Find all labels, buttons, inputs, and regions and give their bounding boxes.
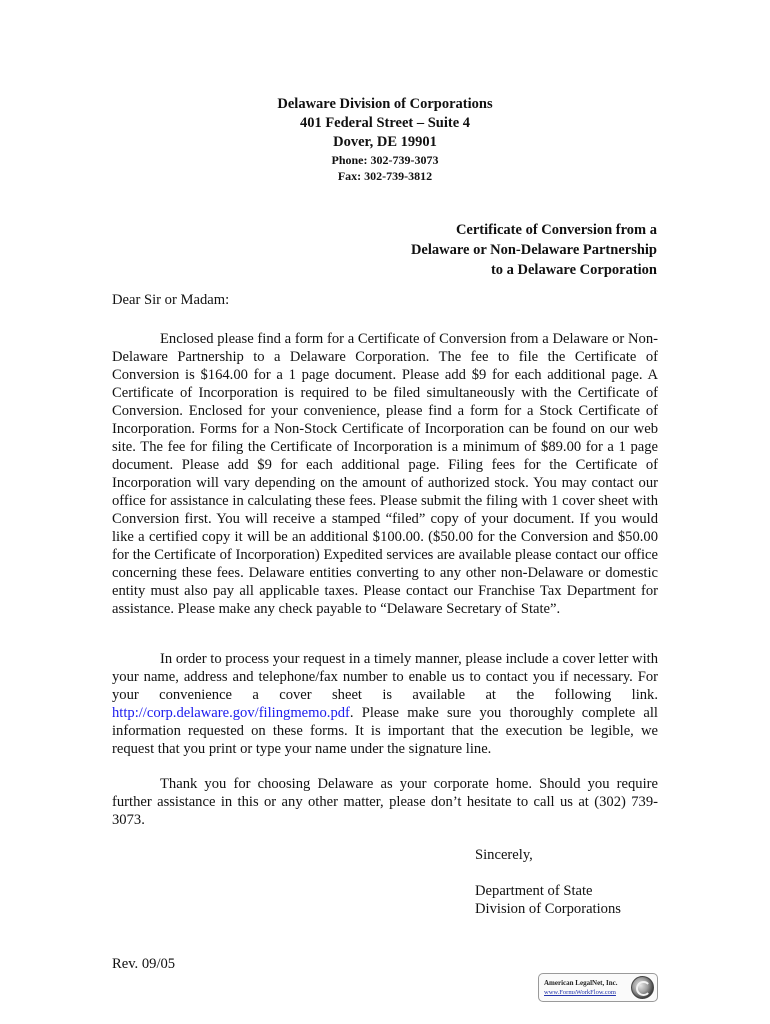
paragraph-fees [112,330,658,618]
document-title [411,220,657,280]
valediction: Sincerely, [475,847,533,863]
letterhead-street: 401 Federal Street – Suite 4 [299,115,471,131]
title-line-1: Certificate of Conversion from a [455,222,657,238]
letterhead-phone: Phone: 302-739-3073 [331,153,439,167]
title-line-2: Delaware or Non-Delaware Partnership [410,242,657,258]
paragraph-instructions-text-2: . Please make sure you thoroughly complete all information requested on these forms. It is important that the execution be legible, we request that you print or type your name under the signature line. [112,705,658,757]
paragraph-fees-text: Enclosed please find a form for a Certificate of Conversion from a Delaware or Non-Delaware Partnership to a Delaware Corporation. The fee to file the Certificate of Conversion is $164.00 for a 1 page document. Please add $9 for each additional page. A Certificate of Incorporation is required to be filed simultaneously with the Certificate of Conversion. Enclosed for your convenience, please find a form for a Stock Certificate of Incorporation. Forms for a Non-Stock Certificate of Incorporation can be found on our web site. The fee for filing the Certificate of Incorporation is a minimum of $89.00 for a 1 page document. Please add $9 for each additional page. Filing fees for the Certificate of Incorporation will vary depending on the amount of authorized stock. You may contact our office for assistance in calculating these fees. Please submit the filing with 1 cover sheet with Conversion first. You will receive a stamped “filed” copy of your document. If you would like a certified copy it will be an additional $100.00. ($50.00 for the Conversion and $50.00 for the Certificate of Incorporation) Expedited services are available please contact our office concerning these fees. Delaware entities converting to any other non-Delaware or domestic entity must also pay all applicable taxes. Please contact our Franchise Tax Department for assistance. Please make any check payable to “Delaware Secretary of State”. [112,331,658,617]
spacer [475,864,621,882]
revision-label: Rev. 09/05 [112,956,176,972]
letterhead [200,95,570,184]
legalnet-badge [538,973,658,1002]
letterhead-fax: Fax: 302-739-3812 [337,169,433,183]
paragraph-thanks [112,775,658,829]
letterhead-city: Dover, DE 19901 [333,134,437,150]
paragraph-thanks-text: Thank you for choosing Delaware as your corporate home. Should you require further assistance in this or any other matter, please don’t hesitate to call us at (302) 739-3073. [112,776,658,828]
letterhead-org: Delaware Division of Corporations [277,96,493,112]
badge-company-name: American LegalNet, Inc. [544,979,618,987]
filing-memo-link[interactable]: http://corp.delaware.gov/filingmemo.pdf [112,705,350,721]
paragraph-instructions [112,650,658,758]
badge-website-link[interactable]: www.FormsWorkFlow.com [544,989,616,996]
closing-block [475,846,621,918]
paragraph-instructions-text-1: In order to process your request in a timely manner, please include a cover letter with your name, address and telephone/fax number to enable us to contact you if necessary. For your convenience a cover sheet is available at the following link. [112,651,658,703]
salutation: Dear Sir or Madam: [112,292,230,308]
title-line-3: to a Delaware Corporation [490,262,657,278]
globe-logo-icon [631,976,654,999]
signer-line-1: Department of State [475,883,593,899]
signer-line-2: Division of Corporations [475,901,621,917]
